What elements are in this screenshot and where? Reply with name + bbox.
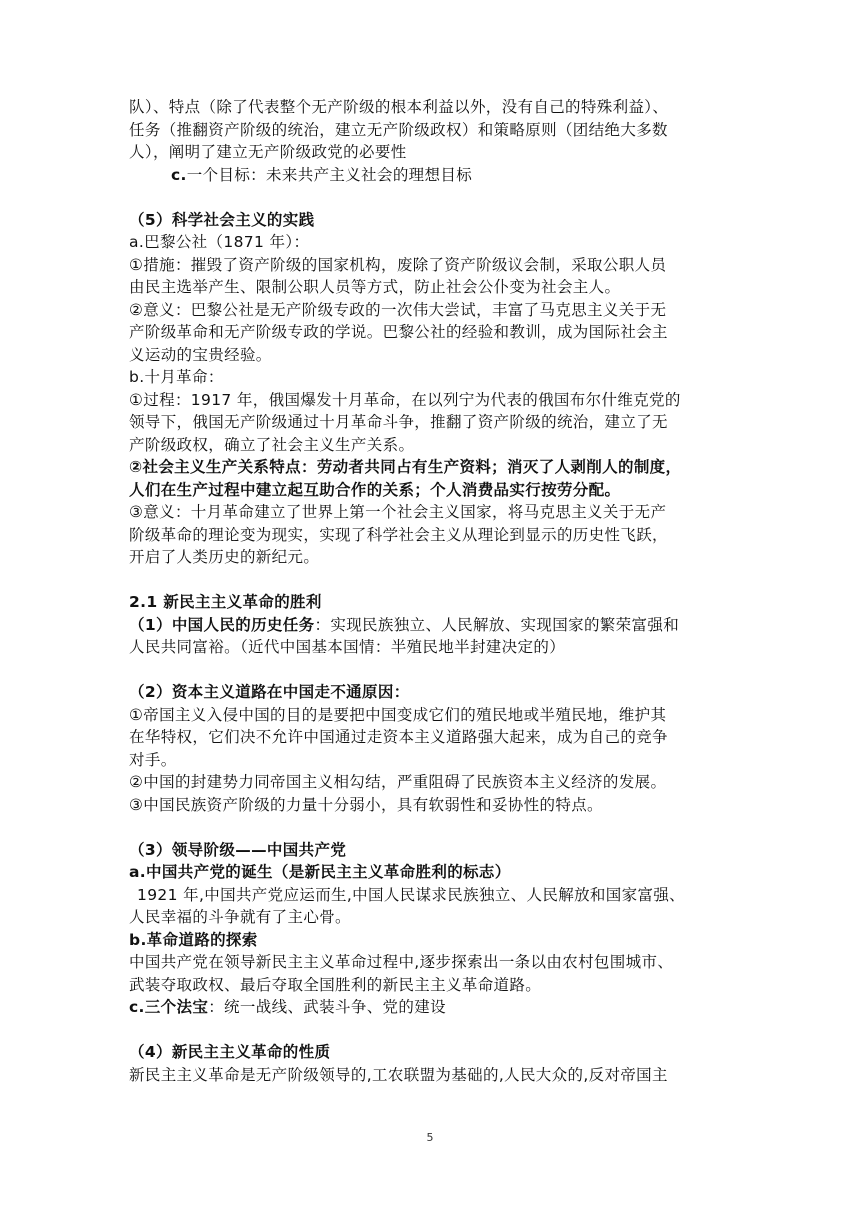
text-line: 产阶级革命和无产阶级专政的学说。巴黎公社的经验和教训，成为国际社会主 (129, 323, 668, 341)
text-line (129, 614, 741, 637)
text-line: 人民幸福的斗争就有了主心骨。 (129, 908, 351, 926)
subheading: （3）领导阶级——中国共产党 (129, 840, 347, 859)
text-line: 任务（推翻资产阶级的统治，建立无产阶级政权）和策略原则（团结绝大多数 (129, 120, 668, 139)
bold-text-line: ②社会主义生产关系特点：劳动者共同占有生产资料；消灭了人剥削人的制度， (129, 458, 682, 476)
text-line: ②意义：巴黎公社是无产阶级专政的一次伟大尝试，丰富了马克思主义关于无 (129, 300, 667, 319)
spacer (129, 816, 741, 839)
bold-text-line: b.革命道路的探索 (129, 930, 258, 949)
spacer (129, 1019, 741, 1042)
list-marker: c. (171, 165, 187, 184)
bold-text-line: 人们在生产过程中建立起互助合作的关系；个人消费品实行按劳分配。 (129, 480, 621, 499)
text-line: 对手。 (129, 750, 177, 769)
page-number: 5 (426, 1131, 434, 1144)
text-line: 新民主主义革命是无产阶级领导的,工农联盟为基础的,人民大众的,反对帝国主 (129, 1065, 668, 1084)
text-line: b.十月革命： (129, 368, 224, 386)
text-line: 中国共产党在领导新民主主义革命过程中,逐步探索出一条以由农村包围城市、 (129, 953, 674, 971)
document-page (129, 96, 741, 1086)
spacer (129, 659, 741, 682)
spacer (129, 186, 741, 209)
text-line: ③中国民族资产阶级的力量十分弱小，具有软弱性和妥协性的特点。 (129, 795, 603, 814)
text-line: 人民共同富裕。（近代中国基本国情：半殖民地半封建决定的） (129, 638, 566, 656)
text-line: 队）、特点（除了代表整个无产阶级的根本利益以外，没有自己的特殊利益）、 (129, 98, 669, 116)
text-line: ③意义：十月革命建立了世界上第一个社会主义国家，将马克思主义关于无产 (129, 503, 667, 521)
subheading: （1）中国人民的历史任务 (129, 615, 315, 634)
spacer (129, 569, 741, 592)
text-line: 武装夺取政权、最后夺取全国胜利的新民主主义革命道路。 (129, 975, 542, 994)
text-line: ①帝国主义入侵中国的目的是要把中国变成它们的殖民地或半殖民地，维护其 (129, 705, 667, 724)
bold-text-line: a.中国共产党的诞生（是新民主主义革命胜利的标志） (129, 863, 511, 881)
text-line: 领导下，俄国无产阶级通过十月革命斗争，推翻了资产阶级的统治，建立了无 (129, 413, 668, 431)
text-line: 人），阐明了建立无产阶级政党的必要性 (129, 143, 407, 161)
text-line: 义运动的宝贵经验。 (129, 345, 272, 364)
text-line: a.巴黎公社（1871 年）： (129, 233, 310, 251)
text-line: ①过程：1917 年，俄国爆发十月革命，在以列宁为代表的俄国布尔什维克党的 (129, 390, 681, 409)
text-line: 开启了人类历史的新纪元。 (129, 548, 320, 566)
text-line: ①措施：摧毁了资产阶级的国家机构，废除了资产阶级议会制，采取公职人员 (129, 255, 667, 274)
list-marker: c.三个法宝 (129, 998, 209, 1016)
text-line (129, 164, 741, 187)
chapter-heading: 2.1 新民主主义革命的胜利 (129, 593, 322, 611)
text-line: 阶级革命的理论变为现实，实现了科学社会主义从理论到显示的历史性飞跃， (129, 525, 668, 544)
subheading: （4）新民主主义革命的性质 (129, 1043, 331, 1061)
text-line: 由民主选举产生、限制公职人员等方式，防止社会公仆变为社会主人。 (129, 278, 621, 296)
text-line (129, 996, 741, 1019)
text-line-content: ：实现民族独立、人民解放、实现国家的繁荣富强和 (314, 615, 680, 634)
section-heading: （5）科学社会主义的实践 (129, 210, 315, 229)
text-line-content: ：统一战线、武装斗争、党的建设 (208, 998, 446, 1016)
text-line: 1921 年,中国共产党应运而生,中国人民谋求民族独立、人民解放和国家富强、 (137, 885, 686, 904)
text-line: 在华特权，它们决不允许中国通过走资本主义道路强大起来，成为自己的竞争 (129, 728, 668, 746)
text-line-content: 一个目标：未来共产主义社会的理想目标 (186, 165, 473, 184)
text-line: 产阶级政权，确立了社会主义生产关系。 (129, 435, 415, 454)
subheading: （2）资本主义道路在中国走不通原因： (129, 683, 410, 701)
text-line: ②中国的封建势力同帝国主义相勾结，严重阻碍了民族资本主义经济的发展。 (129, 773, 667, 791)
